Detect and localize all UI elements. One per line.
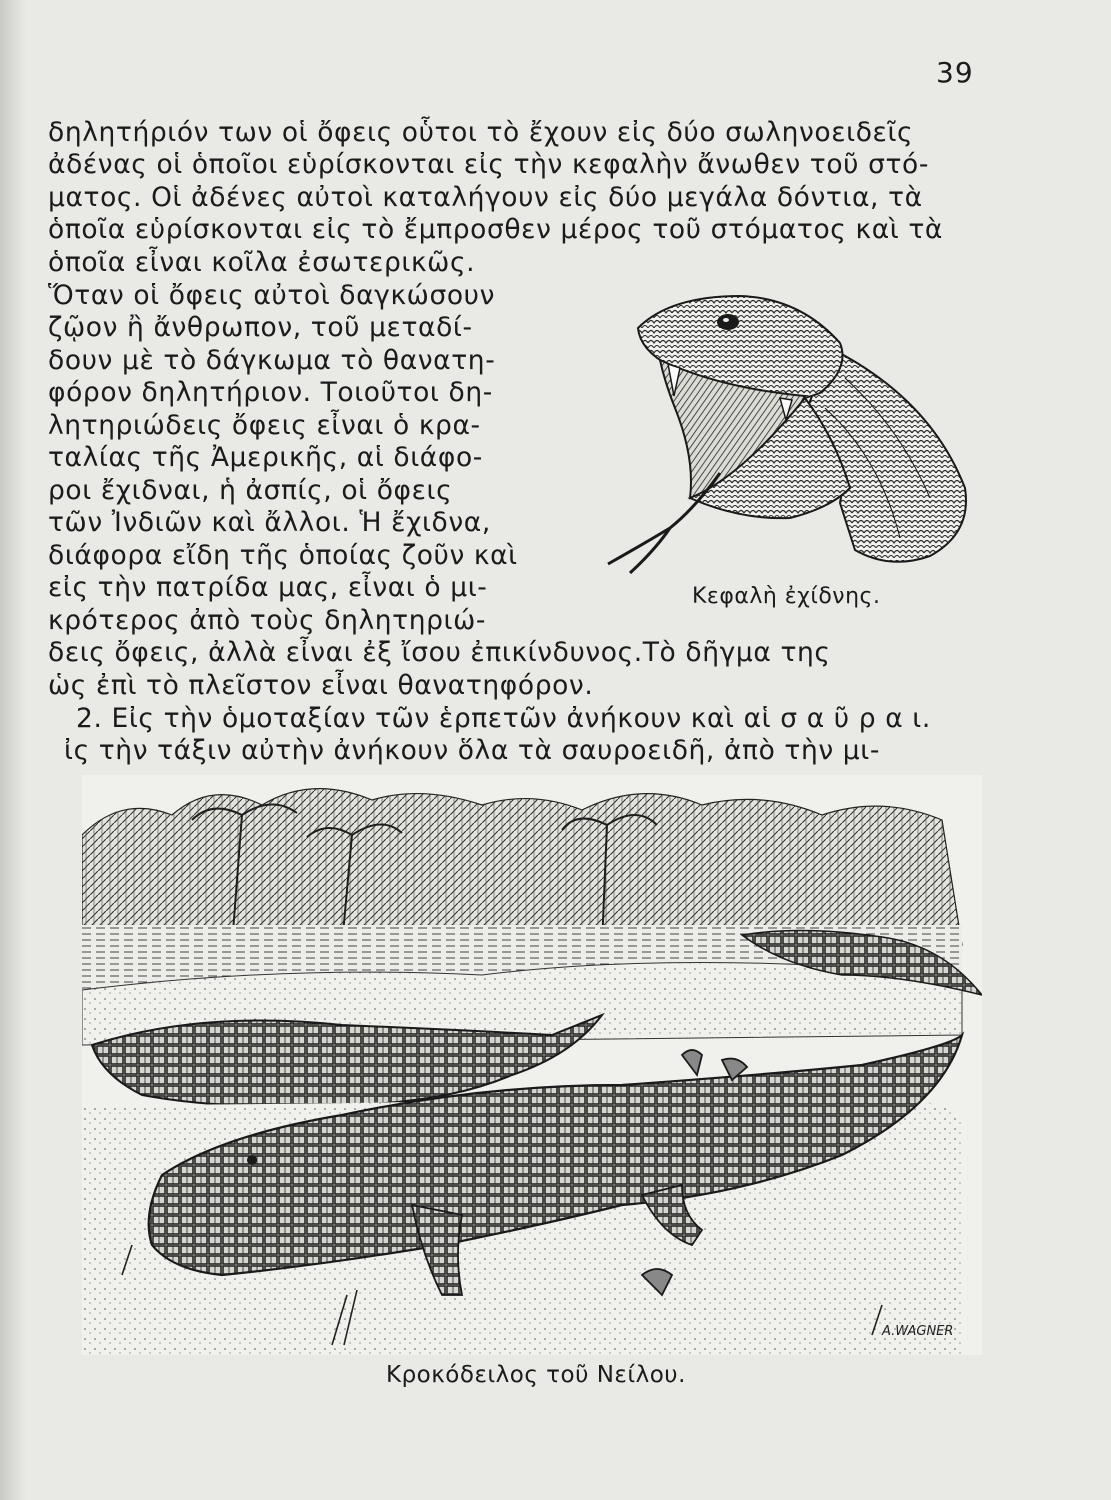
viper-head-illustration (600, 288, 980, 578)
page-number: 39 (936, 56, 974, 89)
text-line: εἰς τὴν πατρίδα μας, εἶναι ὁ μι- (48, 572, 488, 603)
text-line: κρότερος ἀπὸ τοὺς δηλητηριώ- (48, 605, 487, 636)
text-line: διάφορα εἴδη τῆς ὁποίας ζοῦν καὶ (48, 540, 518, 571)
text-line: ὡς ἐπὶ τὸ πλεῖστον εἶναι θανατηφόρον. (48, 670, 594, 701)
viper-caption: Κεφαλὴ ἐχίδνης. (692, 584, 881, 609)
text-line: τῶν Ἰνδιῶν καὶ ἄλλοι. Ἡ ἔχιδνα, (48, 507, 491, 538)
text-line: ἰς τὴν τάξιν αὐτὴν ἀνήκουν ὅλα τὰ σαυροειδῆ, ἀπὸ τὴν μι- (64, 735, 880, 766)
viper-head-drawing (600, 288, 980, 578)
crocodile-caption: Κροκόδειλος τοῦ Νείλου. (386, 1362, 686, 1388)
crocodile-scene-drawing (82, 775, 982, 1355)
text-line: ταλίας τῆς Ἀμερικῆς, αἱ διάφο- (48, 442, 483, 473)
text-line: ὁποῖα εὑρίσκονται εἰς τὸ ἔμπροσθεν μέρος τοῦ στόματος καὶ τὰ (48, 214, 943, 245)
text-line: δεις ὄφεις, ἀλλὰ εἶναι ἐξ ἴσου ἐπικίνδυνος.Τὸ δῆγμα της (48, 637, 831, 668)
text-line: ματος. Οἱ ἀδένες αὐτοὶ καταλήγουν εἰς δύο μεγάλα δόντια, τὰ (48, 182, 923, 213)
crocodile-illustration (82, 775, 982, 1355)
text-line: φόρον δηλητήριον. Τοιοῦτοι δη- (48, 377, 493, 408)
text-line: Ὅταν οἱ ὄφεις αὐτοὶ δαγκώσουν (48, 280, 496, 311)
text-line: δουν μὲ τὸ δάγκωμα τὸ θανατη- (48, 345, 496, 376)
text-line: ροι ἔχιδναι, ἡ ἀσπίς, οἱ ὄφεις (48, 475, 453, 506)
text-line: ζῷον ἢ ἄνθρωπον, τοῦ μεταδί- (48, 312, 473, 343)
text-line: 2. Εἰς τὴν ὁμοταξίαν τῶν ἑρπετῶν ἀνήκουν καὶ αἱ σ α ῦ ρ α ι. (76, 703, 931, 734)
text-line: ἀδένας οἱ ὁποῖοι εὑρίσκονται εἰς τὴν κεφαλὴν ἄνωθεν τοῦ στό- (48, 149, 930, 180)
artist-signature: A.WAGNER (882, 1324, 954, 1339)
text-line: λητηριώδεις ὄφεις εἶναι ὁ κρα- (48, 410, 481, 441)
text-line: δηλητήριόν των οἱ ὄφεις οὗτοι τὸ ἔχουν εἰς δύο σωληνοειδεῖς (48, 117, 914, 148)
page-edge-shadow (0, 0, 26, 1500)
text-line: ὁποῖα εἶναι κοῖλα ἐσωτερικῶς. (48, 247, 476, 278)
